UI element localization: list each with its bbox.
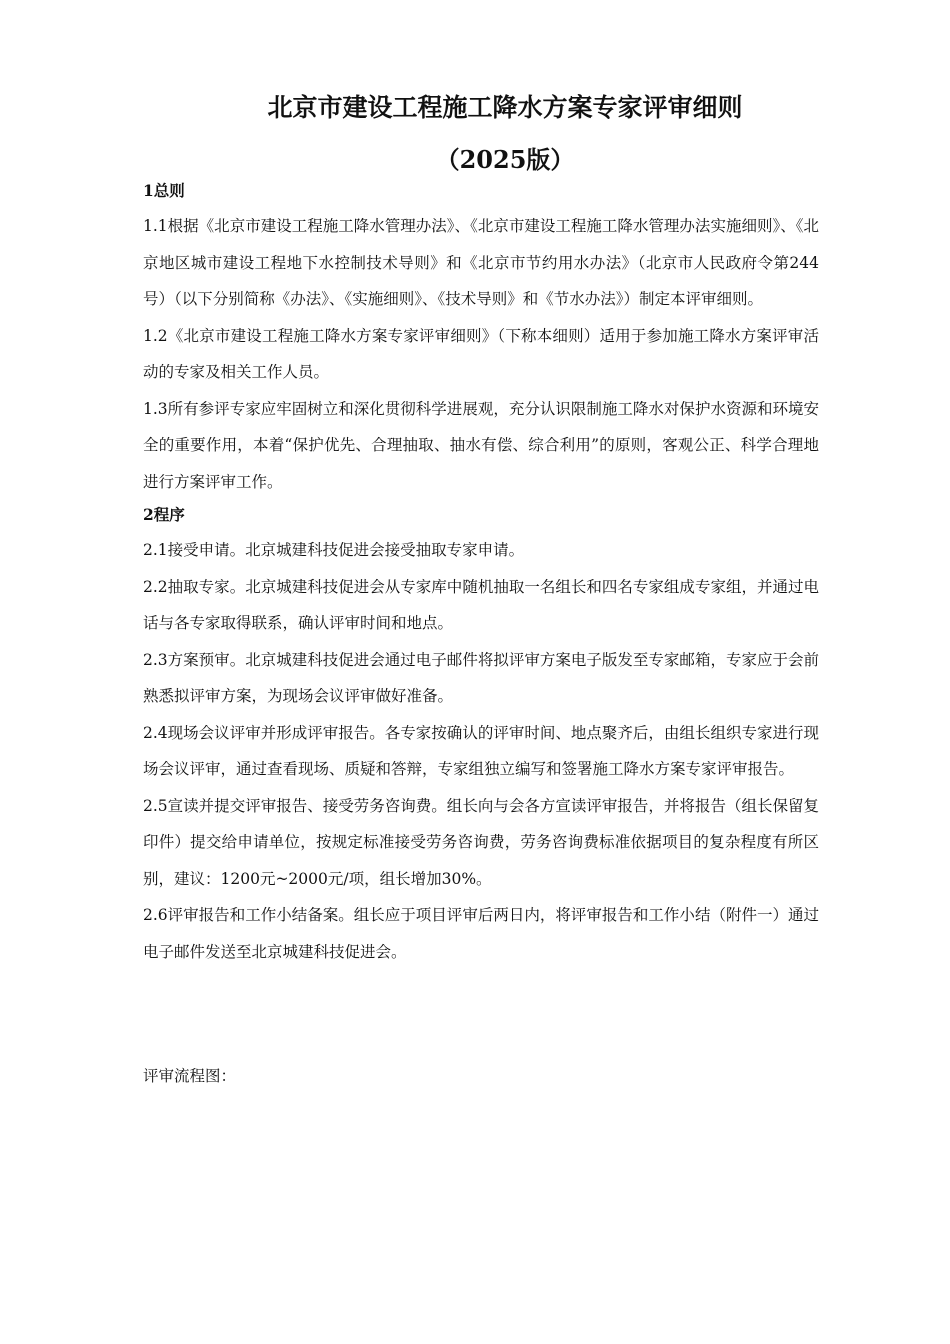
paragraph-2-4: 2.4现场会议评审并形成评审报告。各专家按确认的评审时间、地点聚齐后，由组长组织专家进行现场会议评审，通过查看现场、质疑和答辩，专家组独立编写和签署施工降水方案专家评审报告。 (143, 723, 819, 778)
paragraph-2-1: 2.1接受申请。北京城建科技促进会接受抽取专家申请。 (143, 541, 525, 559)
paragraph-2-3: 2.3方案预审。北京城建科技促进会通过电子邮件将拟评审方案电子版发至专家邮箱，专家应于会前熟悉拟评审方案，为现场会议评审做好准备。 (143, 650, 819, 705)
paragraph-1-2: 1.2《北京市建设工程施工降水方案专家评审细则》（下称本细则）适用于参加施工降水方案评审活动的专家及相关工作人员。 (143, 326, 819, 381)
paragraph-2-6: 2.6评审报告和工作小结备案。组长应于项目评审后两日内，将评审报告和工作小结（附件一）通过电子邮件发送至北京城建科技促进会。 (143, 906, 819, 961)
flowchart-label: 评审流程图： (143, 1067, 237, 1085)
section-heading-procedure: 2程序 (143, 505, 185, 524)
paragraph-1-3: 1.3所有参评专家应牢固树立和深化贯彻科学进展观，充分认识限制施工降水对保护水资源和环境安全的重要作用，本着“保护优先、合理抽取、抽水有偿、综合利用”的原则，客观公正、科学合理地进行方案评审工作。 (143, 399, 819, 491)
document-edition: （2025版） (435, 145, 575, 174)
document-body (143, 178, 819, 970)
document-title: 北京市建设工程施工降水方案专家评审细则 (267, 93, 743, 122)
paragraph-2-2: 2.2抽取专家。北京城建科技促进会从专家库中随机抽取一名组长和四名专家组成专家组，并通过电话与各专家取得联系，确认评审时间和地点。 (143, 577, 819, 632)
section-heading-general: 1总则 (143, 181, 185, 200)
paragraph-1-1: 1.1根据《北京市建设工程施工降水管理办法》、《北京市建设工程施工降水管理办法实施细则》、《北京地区城市建设工程地下水控制技术导则》和《北京市节约用水办法》（北京市人民政府令第244号）（以下分别简称《办法》、《实施细则》、《技术导则》和《节水办法》）制定本评审细则。 (143, 217, 819, 308)
paragraph-2-5: 2.5宣读并提交评审报告、接受劳务咨询费。组长向与会各方宣读评审报告，并将报告（组长保留复印件）提交给申请单位，按规定标准接受劳务咨询费，劳务咨询费标准依据项目的复杂程度有所区别，建议：1200元~2000元/项，组长增加30%。 (143, 796, 819, 888)
